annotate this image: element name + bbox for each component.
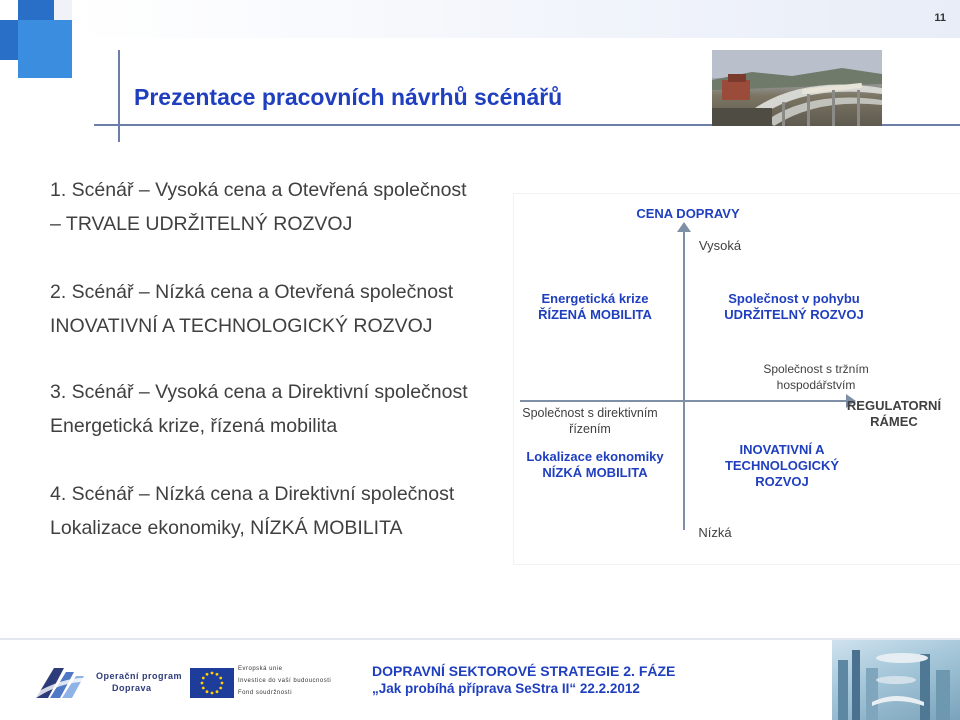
quadrant-top-left-line2: ŘÍZENÁ MOBILITA bbox=[538, 307, 652, 322]
futuristic-city-illustration bbox=[832, 640, 960, 720]
eu-flag-icon bbox=[190, 668, 234, 698]
decor-square-notch bbox=[0, 0, 18, 20]
horizontal-axis-right-label bbox=[746, 361, 886, 393]
railway-bridge-photo bbox=[712, 50, 882, 126]
quadrant-bottom-left bbox=[518, 449, 672, 481]
horizontal-right-line2: hospodářstvím bbox=[776, 378, 856, 392]
horizontal-left-line1: Společnost s direktivním bbox=[522, 406, 658, 420]
scenario-2-line2: INOVATIVNÍ A TECHNOLOGICKÝ ROZVOJ bbox=[50, 315, 433, 337]
vertical-axis-arrow bbox=[677, 222, 691, 232]
quadrant-bottom-right bbox=[712, 442, 852, 490]
op-logo-line1: Operační program bbox=[96, 671, 183, 681]
quadrant-bottom-right-line3: ROZVOJ bbox=[755, 474, 809, 489]
futuristic-city-image bbox=[832, 640, 960, 720]
quadrant-top-right bbox=[706, 291, 882, 323]
horizontal-axis-title-line2: RÁMEC bbox=[870, 414, 918, 429]
decor-square-light bbox=[18, 20, 72, 78]
horizontal-axis bbox=[520, 400, 850, 402]
eu-text-line3: Fond soudržnosti bbox=[238, 690, 293, 696]
footer-strategy-title: DOPRAVNÍ SEKTOROVÉ STRATEGIE 2. FÁZE bbox=[372, 663, 676, 679]
horizontal-right-line1: Společnost s tržním bbox=[763, 362, 869, 376]
quadrant-top-left bbox=[520, 291, 670, 323]
quadrant-bottom-right-line1: INOVATIVNÍ A bbox=[739, 442, 825, 457]
vertical-axis-high-label: Vysoká bbox=[698, 238, 742, 253]
op-doprava-logo-icon bbox=[34, 664, 92, 700]
vertical-axis-title: CENA DOPRAVY bbox=[636, 206, 740, 221]
eu-text-line2: Investice do vaší budoucnosti bbox=[238, 678, 332, 684]
quadrant-bottom-right-line2: TECHNOLOGICKÝ bbox=[724, 458, 840, 473]
horizontal-axis-title-line1: REGULATORNÍ bbox=[846, 398, 942, 413]
scenario-4-line1: 4. Scénář – Nízká cena a Direktivní společnost bbox=[50, 483, 455, 505]
scenario-1-line2: – TRVALE UDRŽITELNÝ ROZVOJ bbox=[50, 213, 353, 235]
footer-strategy-subtitle: „Jak probíhá příprava SeStra II“ 22.2.2012 bbox=[372, 681, 640, 696]
slide-title: Prezentace pracovních návrhů scénářů bbox=[134, 84, 563, 110]
title-vertical-rule bbox=[118, 50, 120, 142]
eu-stars-icon bbox=[190, 668, 234, 698]
scenario-2-line1: 2. Scénář – Nízká cena a Otevřená společnost bbox=[50, 281, 454, 303]
scenario-1-line1: 1. Scénář – Vysoká cena a Otevřená společnost bbox=[50, 179, 467, 201]
quadrant-top-right-line2: UDRŽITELNÝ ROZVOJ bbox=[724, 307, 864, 322]
eu-text-line1: Evropská unie bbox=[238, 666, 283, 672]
vertical-axis bbox=[683, 230, 685, 530]
horizontal-axis-left-label bbox=[516, 405, 664, 437]
railway-bridge-illustration bbox=[712, 50, 882, 126]
horizontal-left-line2: řízením bbox=[569, 422, 611, 436]
op-logo-line2: Doprava bbox=[112, 683, 152, 693]
slide-number: 11 bbox=[934, 12, 946, 24]
horizontal-axis-title bbox=[836, 398, 952, 430]
quadrant-bottom-left-line1: Lokalizace ekonomiky bbox=[526, 449, 664, 464]
top-bar-gradient bbox=[72, 0, 960, 38]
scenario-3-line1: 3. Scénář – Vysoká cena a Direktivní společnost bbox=[50, 381, 468, 403]
scenario-4-line2: Lokalizace ekonomiky, NÍZKÁ MOBILITA bbox=[50, 517, 403, 539]
quadrant-top-right-line1: Společnost v pohybu bbox=[728, 291, 860, 306]
scenario-3-line2: Energetická krize, řízená mobilita bbox=[50, 415, 338, 437]
quadrant-bottom-left-line2: NÍZKÁ MOBILITA bbox=[542, 465, 648, 480]
vertical-axis-low-label: Nízká bbox=[698, 525, 732, 540]
quadrant-top-left-line1: Energetická krize bbox=[541, 291, 649, 306]
